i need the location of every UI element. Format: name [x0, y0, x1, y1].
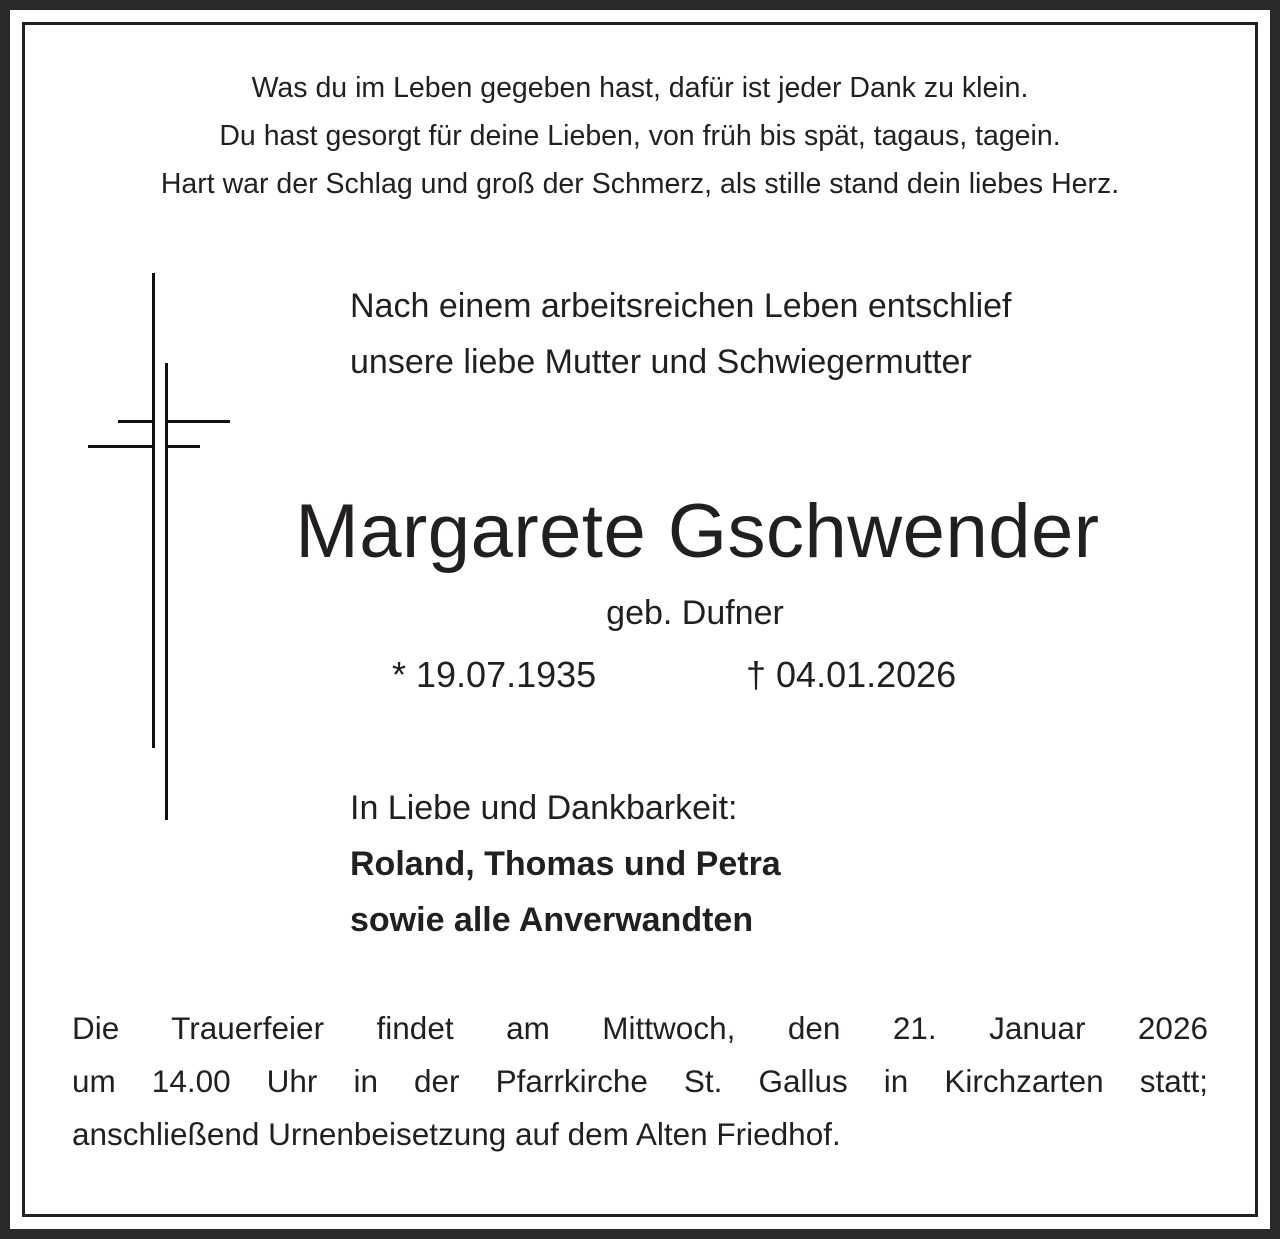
- birth-name: geb. Dufner: [606, 594, 784, 632]
- death-date: † 04.01.2026: [746, 654, 957, 695]
- mourners-name: sowie alle Anverwandten: [350, 901, 754, 939]
- mourners-name: Roland, Thomas und Petra: [350, 845, 781, 883]
- mourners: [350, 780, 781, 948]
- verse-line: Was du im Leben gegeben hast, dafür ist jeder Dank zu klein.: [251, 72, 1029, 104]
- funeral-info: [72, 1002, 1208, 1161]
- funeral-line: anschließend Urnenbeisetzung auf dem Alten Friedhof.: [72, 1116, 841, 1152]
- birth-date: * 19.07.1935: [392, 654, 597, 695]
- deceased-name: Margarete Gschwender: [295, 489, 1100, 574]
- funeral-line: Die Trauerfeier findet am Mittwoch, den 21. Januar 2026: [72, 1010, 1208, 1046]
- verse: [0, 64, 1280, 208]
- verse-line: Hart war der Schlag und groß der Schmerz, als stille stand dein liebes Herz.: [160, 168, 1120, 200]
- funeral-line: um 14.00 Uhr in der Pfarrkirche St. Gallus in Kirchzarten statt;: [72, 1063, 1208, 1099]
- intro-text: [350, 278, 1012, 390]
- intro-line: unsere liebe Mutter und Schwiegermutter: [350, 343, 972, 381]
- mourners-heading: In Liebe und Dankbarkeit:: [350, 789, 738, 827]
- verse-line: Du hast gesorgt für deine Lieben, von früh bis spät, tagaus, tagein.: [219, 120, 1061, 152]
- intro-line: Nach einem arbeitsreichen Leben entschlief: [350, 287, 1012, 325]
